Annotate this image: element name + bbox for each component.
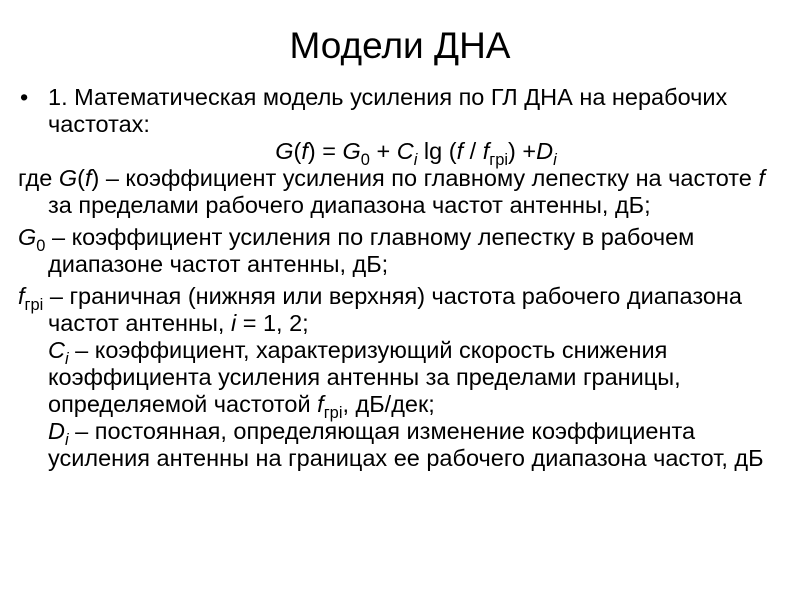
definition-c-text2: , дБ/дек; — [342, 391, 435, 417]
definition-fgr-term: f — [18, 283, 25, 309]
definition-g-term: G — [58, 165, 78, 191]
definition-g: где G(f) – коэффициент усиления по главному лепестку на частоте f за пределами рабочего диапазона частот антенны, дБ; — [18, 165, 765, 218]
definition-g-text2: за пределами рабочего диапазона частот антенны, дБ; — [48, 192, 651, 218]
definition-g0 — [18, 224, 784, 278]
formula-g0: G — [342, 138, 361, 164]
definition-g-f: f — [758, 165, 765, 191]
definition-fgr — [18, 283, 784, 337]
bullet-icon: • — [20, 84, 29, 110]
definition-prefix: где — [18, 165, 59, 191]
bullet-text: 1. Математическая модель усиления по ГЛ ДНА на нерабочих частотах: — [48, 84, 728, 137]
formula-c-sub: i — [413, 150, 418, 169]
definition-c-text: – коэффициент, характеризующий скорость снижения коэффициента усиления антенны за пределами границы, определяемой частотой — [48, 337, 681, 417]
definition-c — [18, 337, 784, 422]
slide-body — [18, 84, 784, 472]
formula-c: C — [396, 138, 414, 164]
formula-g: G — [275, 138, 294, 164]
definition-fgr-i: i — [230, 310, 237, 336]
formula-d: D — [536, 138, 554, 164]
definition-c-term: C — [48, 337, 65, 363]
formula-equals: = — [315, 138, 343, 164]
definition-g0-term: G — [18, 224, 37, 250]
definition-g-arg: f — [84, 165, 92, 191]
formula-g0-sub: 0 — [360, 150, 370, 169]
definition-fgr-sub: грi — [24, 295, 44, 314]
formula-f: f — [301, 138, 308, 164]
formula-slash: / — [463, 138, 483, 164]
formula-close: ) + — [508, 138, 537, 164]
definition-c-sub: i — [64, 349, 69, 368]
slide-title: Модели ДНА — [289, 25, 511, 66]
formula-fgr: f — [482, 138, 490, 164]
definition-d-sub: i — [64, 430, 69, 449]
definition-fgr-text: – граничная (нижняя или верхняя) частота рабочего диапазона частот антенны, — [43, 283, 742, 336]
definition-g0-sub: 0 — [36, 236, 46, 255]
definition-g-text1: – коэффициент усиления по главному лепестку на частоте — [99, 165, 759, 191]
definition-fgr-text2: = 1, 2; — [236, 310, 309, 336]
formula-f2: f — [456, 138, 464, 164]
bullet-item-1 — [18, 84, 784, 138]
definition-g0-text: – коэффициент усиления по главному лепестку в рабочем диапазоне частот антенны, дБ; — [45, 224, 695, 277]
definition-c-f: f — [317, 391, 324, 417]
definition-d-text: – постоянная, определяющая изменение коэффициента усиления антенны на границах ее рабочего диапазона частот, дБ — [48, 418, 764, 471]
definition-d-term: D — [48, 418, 65, 444]
definition-c-f-sub: грi — [323, 403, 343, 422]
formula-plus: + — [369, 138, 397, 164]
formula-fgr-sub: грi — [489, 150, 509, 169]
gain-formula: $G(f) = G_0 + C_i$ $\lg (f / f_{грi}) +D_i$ — [275, 138, 557, 169]
formula-lg: lg ( — [417, 138, 457, 164]
formula-d-sub: i — [553, 150, 557, 169]
definition-d — [18, 418, 784, 472]
